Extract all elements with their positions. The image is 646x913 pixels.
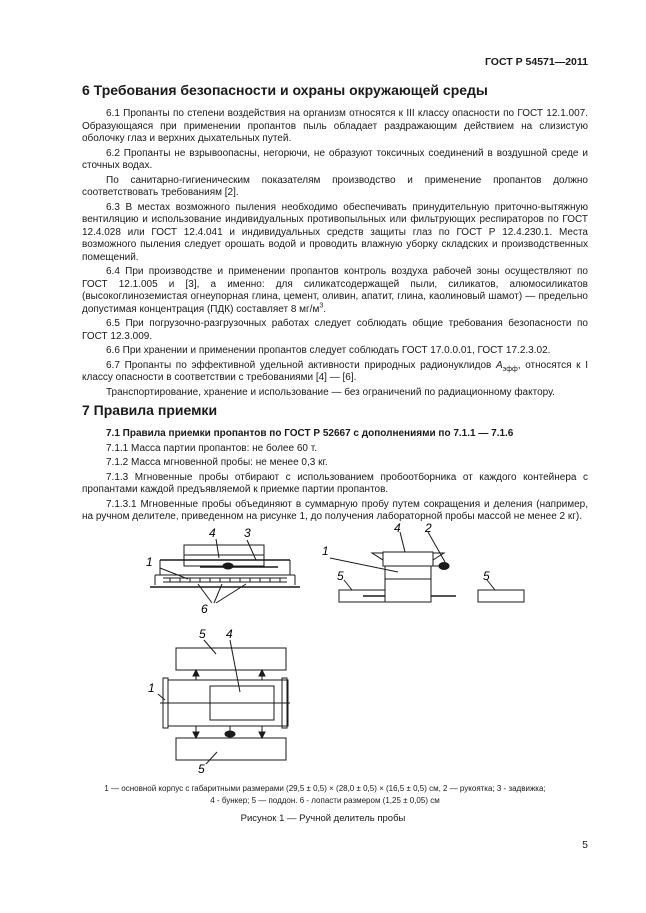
paragraph-7-1-1: 7.1.1 Масса партии пропантов: не более 60 т. xyxy=(106,442,317,454)
paragraph-radiation: Транспортирование, хранение и использование — без ограничений по радиационному фактору. xyxy=(106,386,555,398)
figure-legend xyxy=(60,783,590,807)
label-1-top: 1 xyxy=(148,681,155,695)
label-5-bottom: 5 xyxy=(198,762,205,776)
paragraph-6-1: 6.1 Пропанты по степени воздействия на организм относятся к III классу опасности по ГОСТ 12.1.007. Образующаяся при применении пропантов пыль обладает раздражающим действием на слизистую оболочку глаз и верхних дыхательных путей. xyxy=(82,108,588,144)
paragraph-7-1: 7.1 Правила приемки пропантов по ГОСТ Р 52667 с дополнениями по 7.1.1 — 7.1.6 xyxy=(106,428,514,439)
paragraph-6-2: 6.2 Пропанты не взрывоопасны, негорючи, не образуют токсичных соединений в воздушной среде и сточных водах. xyxy=(82,147,588,171)
label-4-front: 4 xyxy=(209,526,216,540)
paragraph-6-7: 6.7 Пропанты по эффективной удельной активности природных радионуклидов $A_{эфф}$, относятся к I классу опасности в соответствии с требованиями [4] — [6]. xyxy=(82,359,588,383)
label-1-front: 1 xyxy=(146,555,153,569)
label-5-side-left: 5 xyxy=(337,569,344,583)
label-2-side: 2 xyxy=(425,521,432,535)
figure-caption: Рисунок 1 — Ручной делитель пробы xyxy=(240,813,406,824)
paragraph-6-4: 6.4 При производстве и применении пропантов контроль воздуха рабочей зоны осуществляют по ГОСТ 12.1.005 и [3], а именно: для силикатсодержащей пыли, силикатов, алюмосиликатов (высокоглиноземистая огнеупорная глина, цемент, оливин, апатит, глина, каолиновый шамот) — предельно допустимая концентрация (ПДК) составляет 8 $мг/м^3$. xyxy=(82,266,588,315)
label-4-top: 4 xyxy=(226,627,233,641)
top-view-drawing xyxy=(158,640,290,764)
section-6-title: 6 Требования безопасности и охраны окружающей среды xyxy=(82,82,488,98)
document-id: ГОСТ Р 54571—2011 xyxy=(484,56,588,68)
page-number: 5 xyxy=(582,839,588,851)
label-3-front: 3 xyxy=(244,526,251,540)
section-7-title: 7 Правила приемки xyxy=(82,402,218,418)
legend-line-2: 4 - бункер; 5 — поддон. 6 - лопасти размером (1,25 ± 0,05) см xyxy=(210,796,440,805)
label-6-front: 6 xyxy=(201,602,208,616)
label-1-side: 1 xyxy=(322,544,329,558)
paragraph-6-6: 6.6 При хранении и применении пропантов следует соблюдать ГОСТ 17.0.0.01, ГОСТ 17.2.3.02. xyxy=(106,345,551,356)
label-4-side: 4 xyxy=(394,521,401,535)
paragraph-sanitary: По санитарно-гигиеническим показателям производство и применение пропантов должно соответствовать требованиям [2]. xyxy=(82,174,588,198)
legend-line-1: 1 — основной корпус с габаритными размерами (29,5 ± 0,5) × (28,0 ± 0,5) × (16,5 ± 0,5) см, 2 — рукоятка; 3 - задвижка; xyxy=(104,784,546,793)
label-5-side-right: 5 xyxy=(483,569,490,583)
side-view-drawing xyxy=(330,532,524,602)
paragraph-6-3: 6.3 В местах возможного пыления необходимо обеспечивать принудительную приточно-вытяжную вентиляцию и использование индивидуальных противопыльных или фильтрующих респираторов по ГОСТ 12.4.028 или ГОСТ 12.4.041 и индивидуальных средств защиты глаз по ГОСТ Р 12.4.230.1. Места возможного пыления следует орошать водой и проводить влажную уборку складских и производственных помещений. xyxy=(82,201,588,263)
paragraph-7-1-3-1: 7.1.3.1 Мгновенные пробы объединяют в суммарную пробу путем сокращения и деления (например, на ручном делителе, приведенном на рисунке 1, до получения лабораторной пробы массой не менее 2 кг). xyxy=(82,498,588,522)
paragraph-6-5: 6.5 При погрузочно-разгрузочных работах следует соблюдать общие требования безопасности по ГОСТ 12.3.009. xyxy=(82,318,588,342)
paragraph-7-1-2: 7.1.2 Масса мгновенной пробы: не менее 0,3 кг. xyxy=(106,457,328,468)
front-view-drawing xyxy=(150,539,300,603)
paragraph-7-1-3: 7.1.3 Мгновенные пробы отбирают с использованием пробоотборника от каждого контейнера с пропантами каждой предъявляемой к приемке партии пропантов. xyxy=(82,471,588,495)
label-5-top: 5 xyxy=(199,627,206,641)
